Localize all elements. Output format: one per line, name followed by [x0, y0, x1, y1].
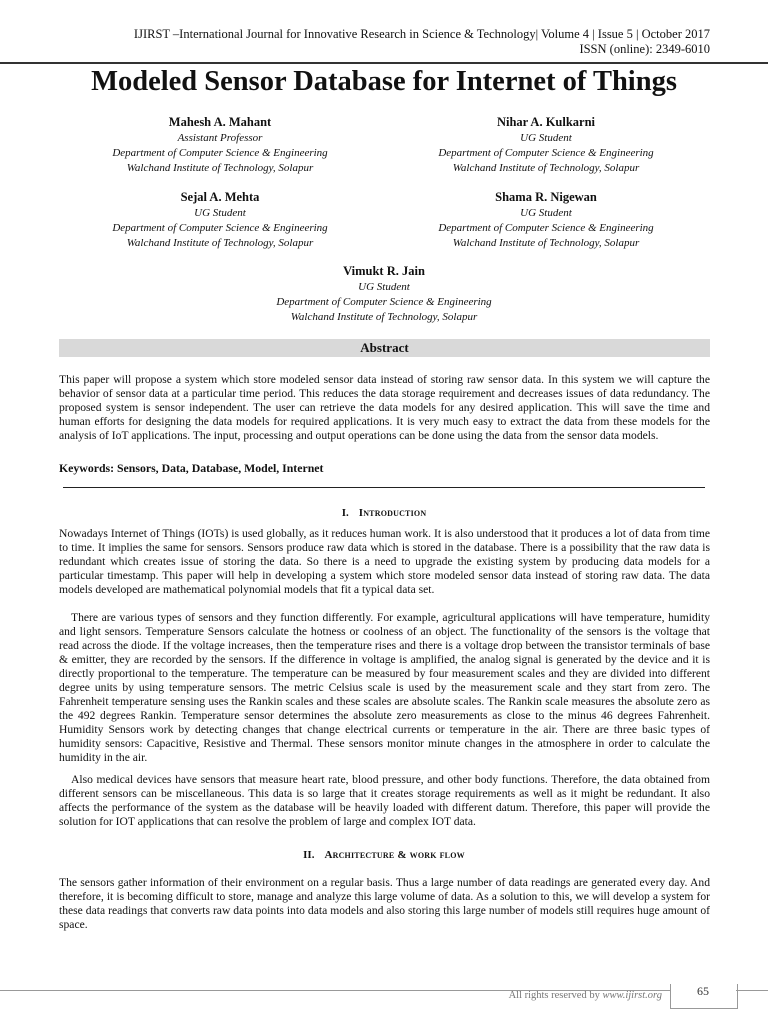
keywords: Keywords: Sensors, Data, Database, Model, Internet	[59, 461, 324, 475]
author-block	[224, 264, 544, 325]
abstract-heading: Abstract	[360, 340, 409, 355]
rights-text: All rights reserved by	[508, 990, 600, 1001]
body-paragraph: Also medical devices have sensors that measure heart rate, blood pressure, and other body functions. Therefore, the data obtained from different sensors can be miscellaneous. This data is so large that it creates storage requirements as well as it might be redundant. It also affects the performance of the system as the database will be heavily loaded with different datum. Therefore, this paper will provide the solution for IOT applications that can resolve the problem of large and complex IOT data.	[59, 773, 710, 828]
journal-header: IJIRST –International Journal for Innovative Research in Science & Technology| Volume 4 | Issue 5 | October 2017	[133, 27, 710, 41]
author-institution: Walchand Institute of Technology, Solapur	[126, 237, 314, 249]
author-name: Vimukt R. Jain	[343, 264, 425, 278]
body-paragraph: There are various types of sensors and they function differently. For example, agricultural applications will have temperature, humidity and light sensors. Temperature Sensors calculate the hotness or coolness of an object. The functionality of the sensors is the voltage that read across the diode. If the voltage increases, then the temperature rises and there is a voltage drop between the transistor terminals of base & emitter, they are recorded by the sensors. If the difference in voltage is amplified, the analog signal is generated by the device and it is directly proportional to the temperature. The temperature can be measured by four measurement scales and they are divided into different degree units by using temperature sensors. The metric Celsius scale is used by the measurement scale and they start from zero. The Fahrenheit temperature sensing uses the Rankin scales and these scales are absolute scales. The Rankin scale measures the absolute zero as the 492 degrees Rankin. Temperature sensor determines the absolute zero measurements as close to the minus 46 degrees Fahrenheit. Humidity Sensors work by detecting changes that change electrical currents or temperature in the air. There are three basic types of humidity sensors: Capacitive, Resistive and Thermal. These sensors monitor minute changes in the atmosphere in order to calculate the humidity in the air.	[59, 611, 710, 764]
author-block	[386, 115, 706, 176]
author-institution: Walchand Institute of Technology, Solapur	[126, 162, 314, 174]
issn-line: ISSN (online): 2349-6010	[579, 42, 710, 56]
author-role: UG Student	[358, 281, 410, 293]
body-paragraph: Nowadays Internet of Things (IOTs) is used globally, as it reduces human work. It is also understood that it produces a lot of data from time to time. It implies the same for sensors. Sensors produce raw data which is stored in the database. There is a possibility that the raw data is redundant which creates issue of storing the data. So there is a need to upgrade the existing system by producing data models for a particular timestamp. This paper will help in developing a system which store modeled sensor data instead of storing raw data. The data models developed are mathematical polynomial models that fit a typical data set.	[59, 527, 710, 596]
author-block	[60, 115, 380, 176]
author-role: Assistant Professor	[177, 132, 263, 144]
author-department: Department of Computer Science & Engineering	[112, 147, 328, 159]
header-rule	[0, 62, 768, 64]
author-institution: Walchand Institute of Technology, Solapur	[290, 311, 478, 323]
section-number: I.	[341, 507, 349, 519]
author-institution: Walchand Institute of Technology, Solapur	[452, 162, 640, 174]
author-block	[386, 190, 706, 251]
footer-rule	[736, 990, 768, 991]
author-name: Shama R. Nigewan	[495, 190, 597, 204]
author-name: Nihar A. Kulkarni	[496, 115, 596, 129]
page-number: 65	[697, 984, 709, 998]
author-block	[60, 190, 380, 251]
section-number: II.	[303, 849, 315, 861]
author-name: Mahesh A. Mahant	[168, 115, 272, 129]
journal-url[interactable]: www.ijirst.org	[602, 990, 662, 1001]
abstract-heading-bar	[59, 339, 710, 357]
author-department: Department of Computer Science & Engineering	[112, 222, 328, 234]
author-department: Department of Computer Science & Engineering	[438, 222, 654, 234]
body-paragraph: The sensors gather information of their environment on a regular basis. Thus a large number of data readings are generated every day. And therefore, it is becoming difficult to store, manage and analyze this large volume of data. As a solution to this, we will develop a system for these data readings that converts raw data points into data models and also storing this large number of models still requires huge amount of space.	[59, 876, 710, 931]
author-name: Sejal A. Mehta	[180, 190, 260, 204]
abstract-rule	[63, 487, 705, 488]
author-department: Department of Computer Science & Engineering	[438, 147, 654, 159]
section-title: Introduction	[358, 507, 427, 519]
section-heading-architecture	[0, 849, 768, 861]
author-department: Department of Computer Science & Engineering	[276, 296, 492, 308]
paper-title: Modeled Sensor Database for Internet of Things	[91, 66, 677, 97]
author-role: UG Student	[520, 132, 572, 144]
section-title: Architecture & work flow	[324, 849, 465, 861]
author-institution: Walchand Institute of Technology, Solapur	[452, 237, 640, 249]
section-heading-introduction	[0, 507, 768, 519]
author-role: UG Student	[194, 207, 246, 219]
footer-rights	[470, 990, 662, 1001]
author-role: UG Student	[520, 207, 572, 219]
abstract-text: This paper will propose a system which store modeled sensor data instead of storing raw sensor data. In this system we will capture the behavior of sensor data at a particular time period. This reduces the data storage requirement and decreases issues of data redundancy. The proposed system is sensor independent. The user can retrieve the data models for any desired application. This will save the time and human efforts for designing the data models for required applications. It is very much easy to extract the data from these models for the analysis of IoT applications. The input, processing and output operations can be done using the data from the sensor data models.	[59, 373, 710, 442]
